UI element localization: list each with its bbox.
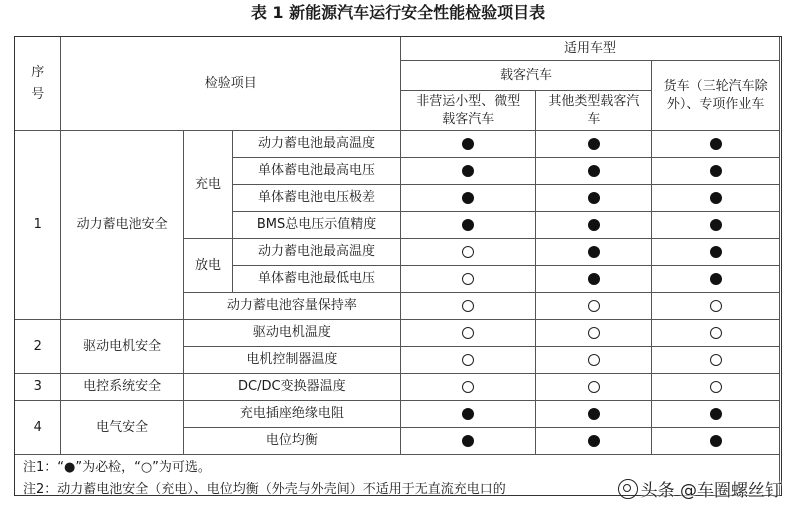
- mark-cell: [652, 374, 780, 401]
- mark-cell: [536, 374, 652, 401]
- mark-cell: [400, 347, 536, 374]
- mark-cell: [400, 401, 536, 428]
- mark-cell: [652, 320, 780, 347]
- mark-cell: [536, 212, 652, 239]
- required-dot-icon: [462, 219, 474, 231]
- mark-cell: [536, 347, 652, 374]
- mark-cell: [400, 374, 536, 401]
- item-name: 电位均衡: [183, 428, 400, 455]
- required-dot-icon: [462, 165, 474, 177]
- mark-cell: [400, 158, 536, 185]
- mark-cell: [400, 212, 536, 239]
- item-name: 单体蓄电池电压极差: [233, 185, 401, 212]
- header-applicable: 适用车型: [400, 37, 779, 61]
- group-name: 动力蓄电池安全: [61, 131, 183, 320]
- required-dot-icon: [462, 192, 474, 204]
- item-name: 动力蓄电池容量保持率: [183, 293, 400, 320]
- required-dot-icon: [710, 219, 722, 231]
- mark-cell: [400, 185, 536, 212]
- required-dot-icon: [710, 138, 722, 150]
- required-dot-icon: [588, 435, 600, 447]
- group-name: 电气安全: [61, 401, 183, 455]
- inspection-table: [14, 36, 780, 496]
- mark-cell: [652, 293, 780, 320]
- inspection-table-frame: [14, 36, 782, 496]
- subgroup-charge: 充电: [183, 131, 232, 239]
- header-col2: 其他类型载客汽车: [536, 91, 652, 131]
- mark-cell: [652, 212, 780, 239]
- optional-circle-icon: [462, 300, 474, 312]
- mark-cell: [652, 347, 780, 374]
- mark-cell: [652, 239, 780, 266]
- mark-cell: [536, 320, 652, 347]
- required-dot-icon: [710, 408, 722, 420]
- item-name: 动力蓄电池最高温度: [233, 239, 401, 266]
- required-dot-icon: [710, 165, 722, 177]
- optional-circle-icon: [588, 354, 600, 366]
- optional-circle-icon: [710, 300, 722, 312]
- required-dot-icon: [588, 408, 600, 420]
- mark-cell: [652, 401, 780, 428]
- optional-circle-icon: [462, 273, 474, 285]
- item-name: DC/DC变换器温度: [183, 374, 400, 401]
- required-dot-icon: [588, 192, 600, 204]
- mark-cell: [400, 266, 536, 293]
- optional-circle-icon: [588, 327, 600, 339]
- mark-cell: [400, 428, 536, 455]
- mark-cell: [400, 320, 536, 347]
- required-dot-icon: [710, 435, 722, 447]
- required-dot-icon: [710, 246, 722, 258]
- optional-circle-icon: [588, 300, 600, 312]
- table-title: 表 1 新能源汽车运行安全性能检验项目表: [250, 3, 546, 22]
- subgroup-discharge: 放电: [183, 239, 232, 293]
- mark-cell: [400, 239, 536, 266]
- mark-cell: [652, 185, 780, 212]
- required-dot-icon: [588, 165, 600, 177]
- optional-circle-icon: [710, 381, 722, 393]
- mark-cell: [652, 266, 780, 293]
- item-name: 动力蓄电池最高温度: [233, 131, 401, 158]
- required-dot-icon: [710, 273, 722, 285]
- watermark: 头条 @车圈螺丝钉: [615, 476, 782, 501]
- mark-cell: [400, 131, 536, 158]
- note-1: 注1：“●”为必检，“○”为可选。: [23, 459, 211, 475]
- item-name: 驱动电机温度: [183, 320, 400, 347]
- item-name: 单体蓄电池最高电压: [233, 158, 401, 185]
- group-seq: 1: [15, 131, 61, 320]
- mark-cell: [652, 428, 780, 455]
- header-col1: 非营运小型、微型载客汽车: [400, 91, 536, 131]
- item-name: 充电插座绝缘电阻: [183, 401, 400, 428]
- header-passenger: 载客汽车: [400, 61, 651, 91]
- mark-cell: [400, 293, 536, 320]
- required-dot-icon: [710, 192, 722, 204]
- item-name: 单体蓄电池最低电压: [233, 266, 401, 293]
- header-col3: 货车（三轮汽车除外）、专项作业车: [652, 61, 780, 131]
- required-dot-icon: [588, 246, 600, 258]
- required-dot-icon: [462, 138, 474, 150]
- mark-cell: [536, 185, 652, 212]
- optional-circle-icon: [462, 327, 474, 339]
- item-name: 电机控制器温度: [183, 347, 400, 374]
- required-dot-icon: [588, 138, 600, 150]
- mark-cell: [536, 293, 652, 320]
- mark-cell: [536, 131, 652, 158]
- group-name: 驱动电机安全: [61, 320, 183, 374]
- item-name: BMS总电压示值精度: [233, 212, 401, 239]
- header-item: 检验项目: [61, 37, 400, 131]
- mark-cell: [536, 266, 652, 293]
- mark-cell: [652, 158, 780, 185]
- optional-circle-icon: [710, 327, 722, 339]
- header-seq: 序号: [15, 37, 61, 131]
- camera-icon: [618, 479, 638, 499]
- group-seq: 2: [15, 320, 61, 374]
- mark-cell: [536, 158, 652, 185]
- optional-circle-icon: [588, 381, 600, 393]
- optional-circle-icon: [710, 354, 722, 366]
- group-seq: 4: [15, 401, 61, 455]
- required-dot-icon: [588, 273, 600, 285]
- mark-cell: [536, 239, 652, 266]
- group-name: 电控系统安全: [61, 374, 183, 401]
- required-dot-icon: [462, 435, 474, 447]
- optional-circle-icon: [462, 381, 474, 393]
- optional-circle-icon: [462, 354, 474, 366]
- mark-cell: [536, 428, 652, 455]
- note-2: 注2：动力蓄电池安全（充电）、电位均衡（外壳与外壳间）不适用于无直流充电口的: [23, 481, 506, 496]
- required-dot-icon: [462, 408, 474, 420]
- mark-cell: [652, 131, 780, 158]
- mark-cell: [536, 401, 652, 428]
- group-seq: 3: [15, 374, 61, 401]
- optional-circle-icon: [462, 246, 474, 258]
- required-dot-icon: [588, 219, 600, 231]
